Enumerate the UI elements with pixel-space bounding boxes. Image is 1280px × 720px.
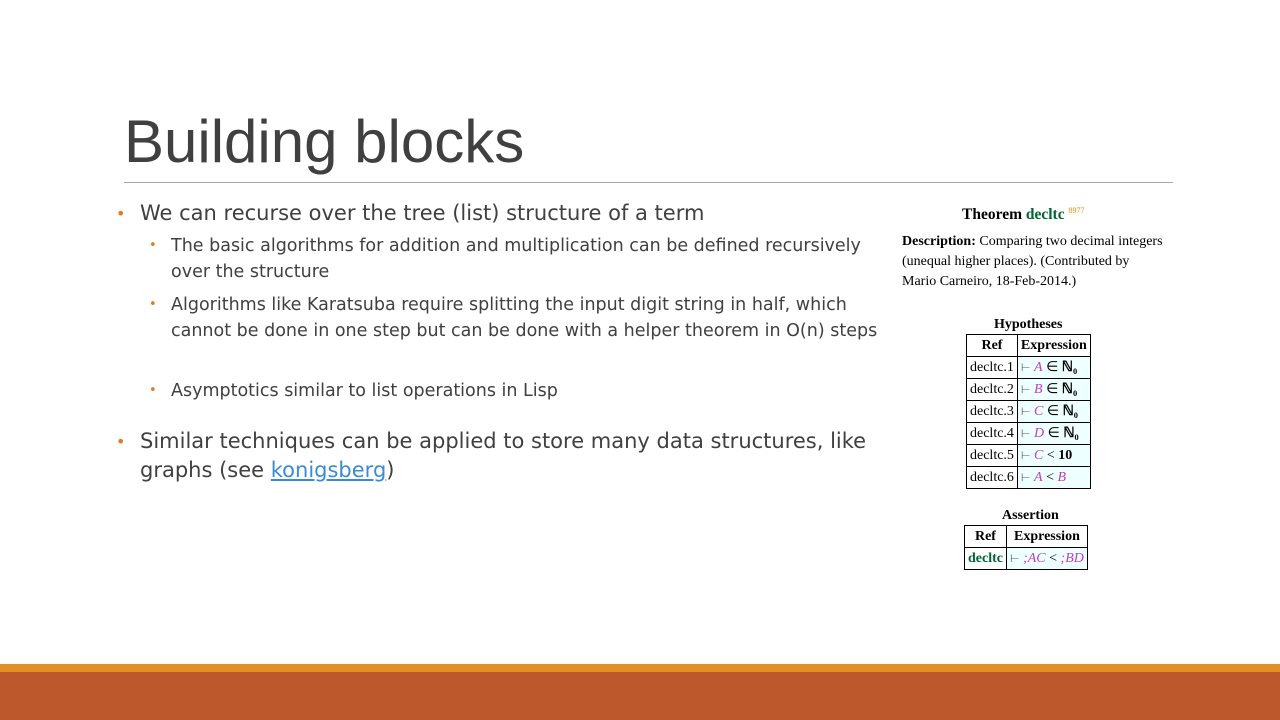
turnstile-symbol: ⊢	[1020, 471, 1031, 484]
expr-operator: ∈	[1046, 382, 1059, 397]
bullet-text: Asymptotics similar to list operations in Lisp	[171, 381, 558, 401]
expr-rhs: B	[1057, 469, 1067, 485]
expr-operator: ∈	[1047, 426, 1060, 441]
hypothesis-expression	[1017, 445, 1090, 467]
expr-lhs: A	[1034, 469, 1043, 485]
table-row	[967, 357, 1091, 379]
hypothesis-ref: decltc.3	[967, 401, 1018, 423]
hypothesis-expression	[1017, 401, 1090, 423]
expr-operator: <	[1046, 469, 1054, 485]
expr-lhs: C	[1034, 447, 1044, 463]
hypotheses-heading: Hypotheses	[994, 317, 1063, 332]
table-row	[967, 445, 1091, 467]
expr-lhs: D	[1034, 426, 1045, 441]
bullet-dot-icon: •	[116, 204, 126, 223]
turnstile-symbol: ⊢	[1020, 406, 1031, 418]
col-ref-header: Ref	[967, 335, 1018, 357]
expr-lhs: A	[1034, 360, 1043, 375]
hypothesis-expression	[1017, 357, 1090, 379]
expr-operator: <	[1046, 447, 1055, 463]
hypothesis-expression	[1017, 379, 1090, 401]
bullet-dot-icon: •	[116, 432, 126, 451]
expr-rhs: ℕ₀	[1061, 360, 1078, 375]
turnstile-symbol: ⊢	[1020, 428, 1031, 440]
expr-rhs: ℕ₀	[1063, 426, 1079, 441]
hypothesis-ref: decltc.6	[967, 467, 1018, 489]
theorem-label: Theorem	[962, 206, 1022, 223]
expr-operator: ∈	[1046, 360, 1059, 375]
hypothesis-expression	[1017, 423, 1090, 445]
bullet-text: Algorithms like Karatsuba require splitting the input digit string in half, which cannot be done in one step but can be done with a helper theorem in O(n) steps	[171, 295, 878, 341]
expr-lhs: B	[1034, 382, 1043, 397]
assertion-heading: Assertion	[1002, 508, 1059, 523]
konigsberg-link[interactable]: konigsberg	[270, 458, 387, 482]
bullet-dot-icon: •	[149, 238, 157, 253]
table-row	[965, 548, 1088, 570]
footer-bar	[0, 672, 1280, 720]
theorem-description	[902, 232, 1164, 292]
table-row	[967, 467, 1091, 489]
expr-operator: ∈	[1046, 404, 1060, 419]
expr-lhs: ;AC	[1023, 550, 1046, 566]
turnstile-symbol: ⊢	[1009, 552, 1020, 565]
turnstile-symbol: ⊢	[1020, 449, 1031, 462]
expr-operator: <	[1049, 550, 1058, 566]
assertion-table	[964, 525, 1088, 570]
turnstile-symbol: ⊢	[1020, 384, 1031, 396]
col-expression-header: Expression	[1017, 335, 1090, 357]
bullet-text: Similar techniques can be applied to store many data structures, like graphs (see	[140, 429, 867, 482]
assertion-expression	[1006, 548, 1087, 570]
expr-rhs: 10	[1058, 447, 1073, 463]
description-label: Description:	[902, 234, 976, 249]
hypothesis-ref: decltc.2	[967, 379, 1018, 401]
bullet-text-suffix: )	[386, 458, 395, 482]
table-row	[967, 401, 1091, 423]
hypotheses-table	[966, 334, 1091, 489]
expr-rhs: ;BD	[1060, 550, 1084, 566]
bullet-item	[116, 199, 900, 228]
description-text: Comparing two decimal integers (unequal higher places). (Contributed by Mario Carneiro, 18-Feb-2014.)	[902, 234, 1163, 289]
assertion-ref-link[interactable]: decltc	[968, 550, 1003, 566]
assertion-ref[interactable]	[965, 548, 1007, 570]
bullet-text: We can recurse over the tree (list) structure of a term	[140, 201, 705, 225]
theorem-header	[962, 206, 1084, 224]
bullet-item	[116, 427, 900, 485]
table-row	[967, 423, 1091, 445]
expr-rhs: ℕ₀	[1061, 382, 1078, 397]
sub-bullet-item	[149, 292, 899, 344]
hypothesis-expression	[1017, 467, 1090, 489]
sub-bullet-item	[149, 233, 899, 285]
expr-rhs: ℕ₀	[1062, 404, 1078, 419]
turnstile-symbol: ⊢	[1020, 362, 1031, 374]
table-row	[967, 379, 1091, 401]
expr-lhs: C	[1034, 404, 1044, 419]
sub-bullet-item	[149, 378, 899, 404]
bullet-text: The basic algorithms for addition and multiplication can be defined recursively over the structure	[171, 236, 861, 282]
col-ref-header: Ref	[965, 526, 1007, 548]
hypothesis-ref: decltc.4	[967, 423, 1018, 445]
bullet-dot-icon: •	[149, 297, 157, 312]
footer-accent-bar	[0, 664, 1280, 672]
hypothesis-ref: decltc.5	[967, 445, 1018, 467]
col-expression-header: Expression	[1006, 526, 1087, 548]
theorem-number: 8977	[1068, 206, 1085, 215]
bullet-dot-icon: •	[149, 383, 157, 398]
hypothesis-ref: decltc.1	[967, 357, 1018, 379]
theorem-name: decltc	[1025, 206, 1065, 223]
slide-title: Building blocks	[124, 108, 525, 175]
